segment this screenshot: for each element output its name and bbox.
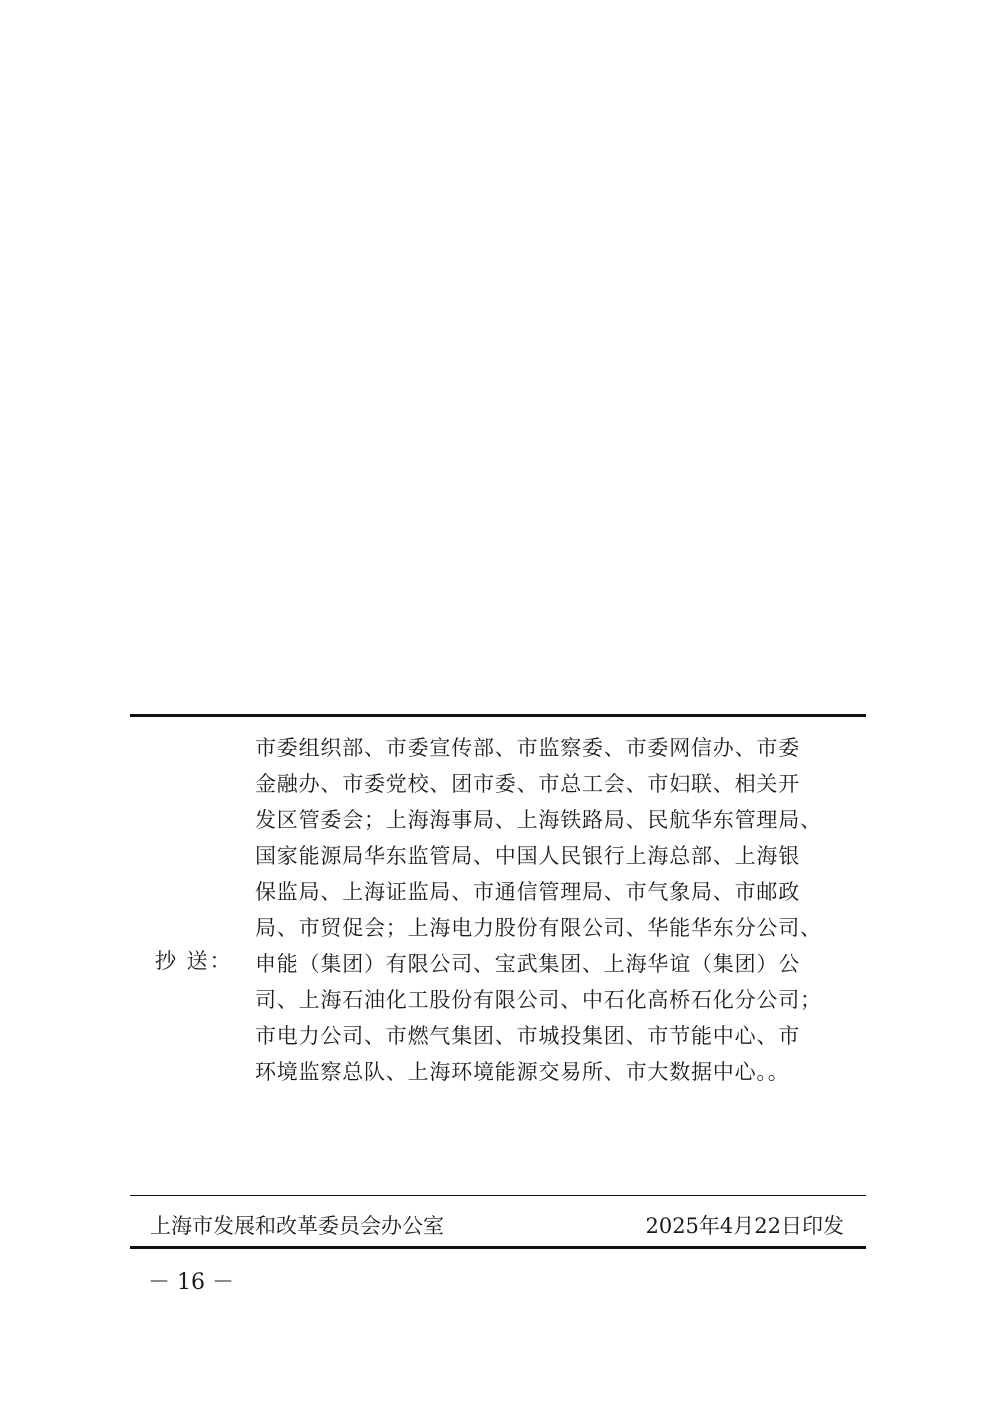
middle-rule: [130, 1195, 866, 1196]
cc-recipient-list: [255, 730, 855, 1090]
cc-label: 抄 送：: [155, 949, 233, 973]
issuing-office: 上海市发展和改革委员会办公室: [150, 1214, 444, 1238]
page-number: － 16 －: [148, 1270, 234, 1295]
cc-line: 市电力公司、市燃气集团、市城投集团、市节能中心、市: [255, 1024, 800, 1048]
top-rule: [130, 714, 866, 717]
cc-line: 金融办、市委党校、团市委、市总工会、市妇联、相关开: [255, 772, 800, 796]
cc-line: 局、市贸促会；上海电力股份有限公司、华能华东分公司、: [255, 916, 822, 940]
cc-line: 申能（集团）有限公司、宝武集团、上海华谊（集团）公: [255, 952, 800, 976]
cc-line: 司、上海石油化工股份有限公司、中石化高桥石化分公司；: [255, 988, 822, 1012]
issue-date: 2025年4月22日印发: [645, 1214, 844, 1238]
bottom-rule: [130, 1246, 866, 1249]
cc-line: 环境监察总队、上海环境能源交易所、市大数据中心。。: [255, 1060, 790, 1084]
cc-line: 市委组织部、市委宣传部、市监察委、市委网信办、市委: [255, 736, 800, 760]
cc-line: 国家能源局华东监管局、中国人民银行上海总部、上海银: [255, 844, 800, 868]
cc-line: 保监局、上海证监局、市通信管理局、市气象局、市邮政: [255, 880, 800, 904]
cc-line: 发区管委会；上海海事局、上海铁路局、民航华东管理局、: [255, 808, 822, 832]
